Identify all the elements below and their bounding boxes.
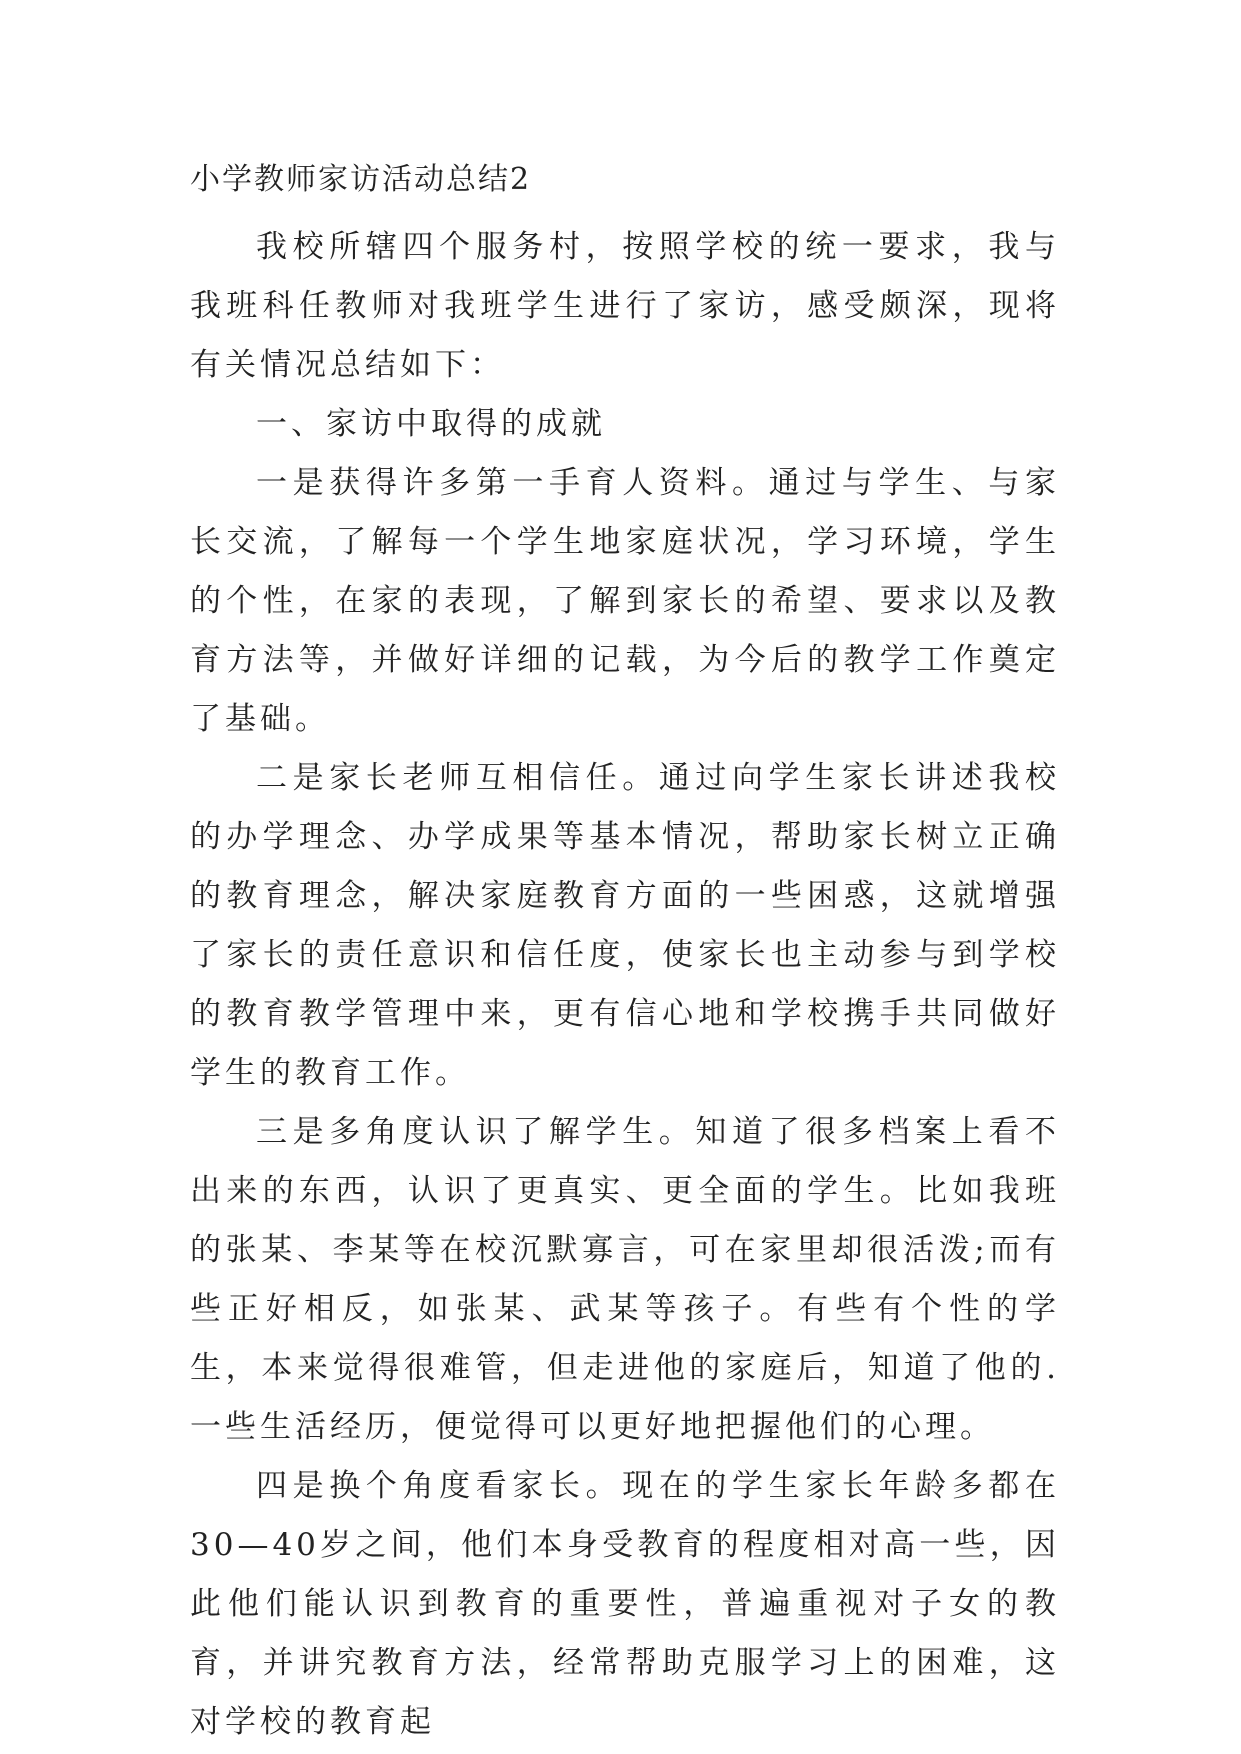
paragraph-first-point: 一是获得许多第一手育人资料。通过与学生、与家长交流，了解每一个学生地家庭状况，学习环境，学生的个性，在家的表现，了解到家长的希望、要求以及教育方法等，并做好详细的记载，为今后的教学工作奠定了基础。 <box>190 465 1060 737</box>
section-heading: 一、家访中取得的成就 <box>256 406 606 442</box>
document-title: 小学教师家访活动总结2 <box>190 162 532 197</box>
paragraph-fourth-point: 四是换个角度看家长。现在的学生家长年龄多都在30—40岁之间，他们本身受教育的程度相对高一些，因此他们能认识到教育的重要性，普遍重视对子女的教育，并讲究教育方法，经常帮助克服学习上的困难，这对学校的教育起 <box>190 1468 1060 1740</box>
paragraph-third-point: 三是多角度认识了解学生。知道了很多档案上看不出来的东西，认识了更真实、更全面的学生。比如我班的张某、李某等在校沉默寡言，可在家里却很活泼;而有些正好相反，如张某、武某等孩子。有些有个性的学生，本来觉得很难管，但走进他的家庭后，知道了他的.一些生活经历，便觉得可以更好地把握他们的心理。 <box>190 1114 1060 1445</box>
intro-paragraph: 我校所辖四个服务村，按照学校的统一要求，我与我班科任教师对我班学生进行了家访，感受颇深，现将有关情况总结如下： <box>190 229 1060 383</box>
document-body <box>190 160 1060 1752</box>
paragraph-second-point: 二是家长老师互相信任。通过向学生家长讲述我校的办学理念、办学成果等基本情况，帮助家长树立正确的教育理念，解决家庭教育方面的一些困惑，这就增强了家长的责任意识和信任度，使家长也主动参与到学校的教育教学管理中来，更有信心地和学校携手共同做好学生的教育工作。 <box>190 760 1060 1091</box>
